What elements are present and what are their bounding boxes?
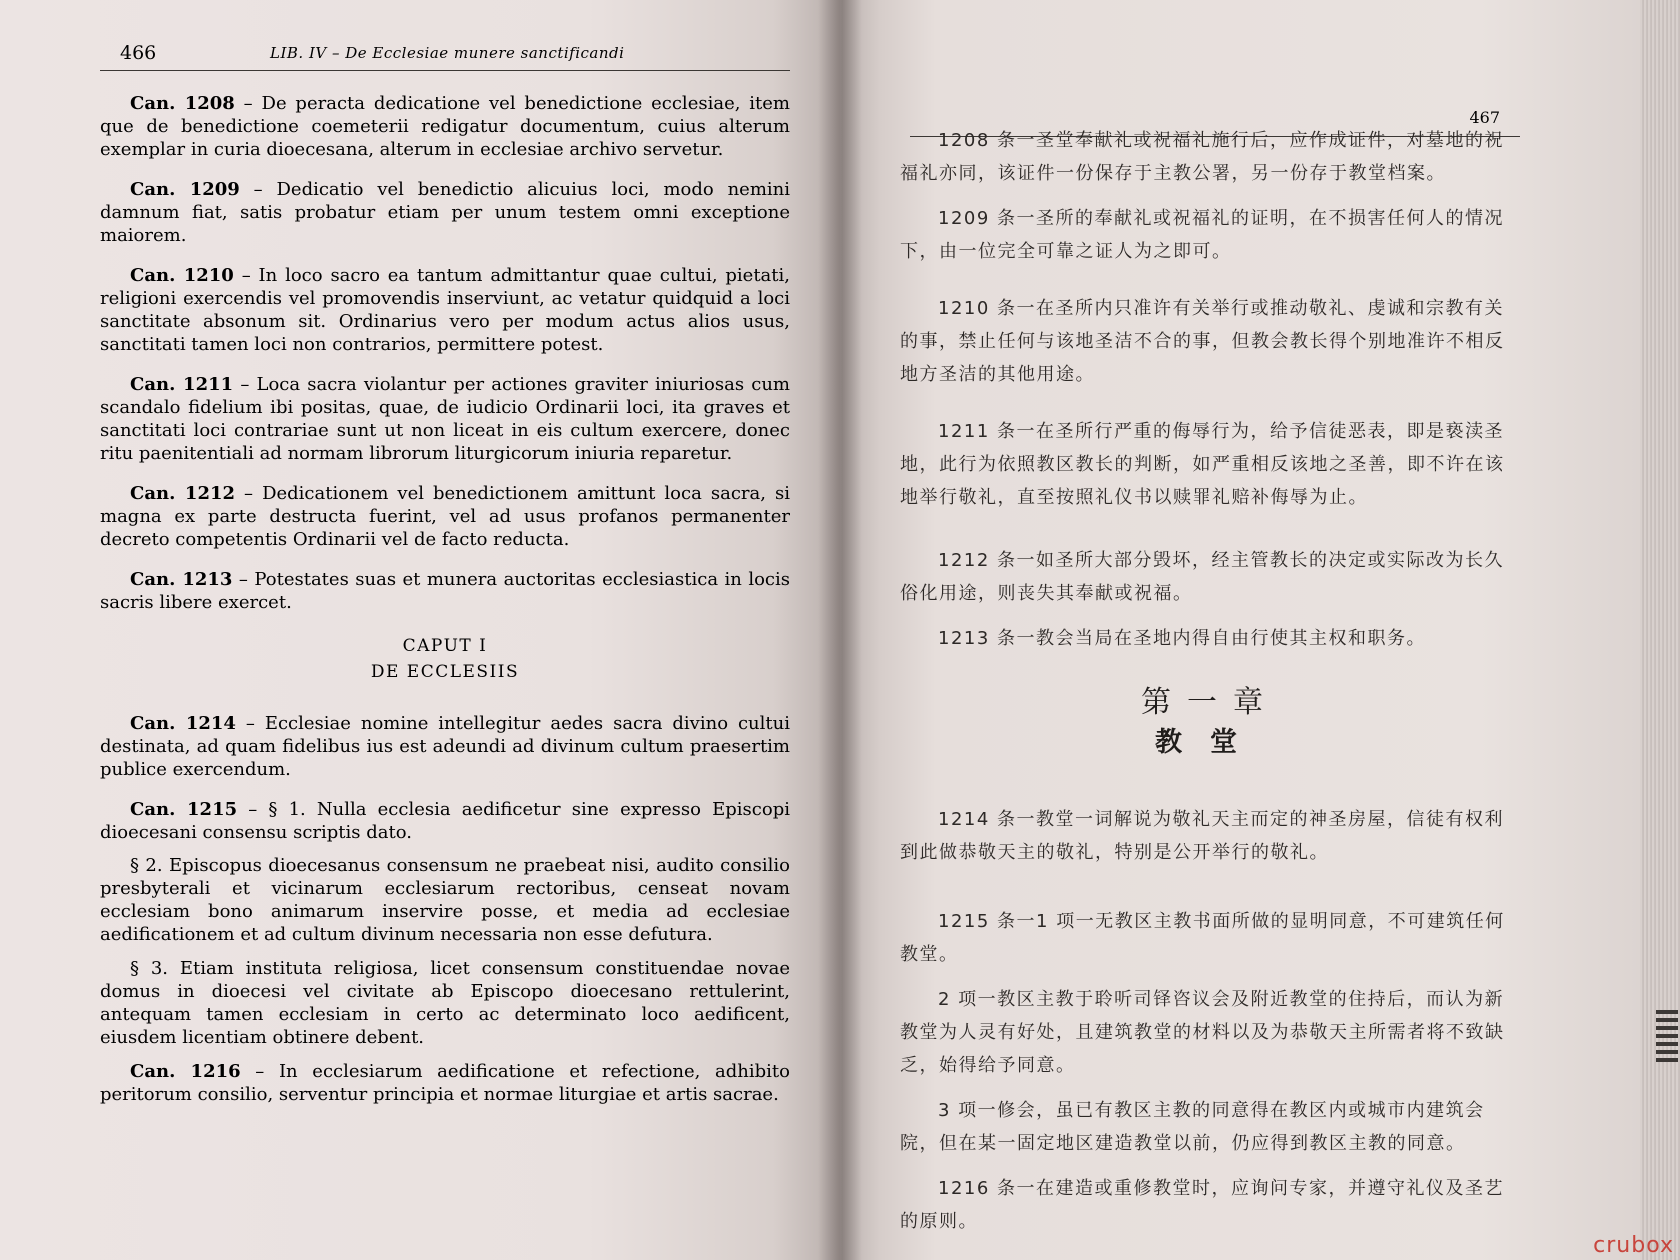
left-page-body (100, 92, 790, 1123)
chinese-canon-section: 3 项一修会，虽已有教区主教的同意得在教区内或城市内建筑会院，但在某一固定地区建造教堂以前，仍应得到教区主教的同意。 (900, 1100, 1485, 1154)
chinese-canon-paragraph: 1213 条一教会当局在圣地内得自由行使其主权和职务。 (938, 628, 1427, 649)
canon-paragraph (100, 92, 790, 161)
left-running-header (100, 40, 790, 71)
canon-section: § 3. Etiam instituta religiosa, licet consensum constituendae novae domus in dioecesi vel civitate ab Episcopo dioecesano rettulerint, antequam tamen ecclesiam in certo ac determinato loco aedificent, eiusdem licentiam obtinere debent. (100, 958, 790, 1048)
right-page-body (900, 124, 1520, 1250)
canon-number: Can. 1214 (130, 713, 236, 734)
book-gutter (818, 0, 862, 1260)
canon-number: Can. 1215 (130, 799, 238, 820)
caput-title: DE ECCLESIIS (370, 662, 520, 682)
left-running-title: LIB. IV – De Ecclesiae munere sanctificandi (270, 44, 625, 62)
canon-number: Can. 1212 (130, 483, 236, 504)
canon-paragraph (100, 712, 790, 781)
chapter-label: 第一章 (1141, 685, 1279, 720)
chinese-canon-paragraph: 1211 条一在圣所行严重的侮辱行为，给予信徒恶表，即是亵渎圣地，此行为依照教区教长的判断，如严重相反该地之圣善，即不许在该地举行敬礼，直至按照礼仪书以赎罪礼赔补侮辱为止。 (900, 421, 1505, 508)
canon-number: Can. 1216 (130, 1061, 241, 1082)
right-page-number: 467 (1469, 108, 1500, 127)
canon-paragraph (100, 1060, 790, 1106)
chapter-title: 教堂 (1155, 727, 1265, 758)
canon-text: – In loco sacro ea tantum admittantur quae cultui, pietati, religioni exercendis vel promovendis inserviunt, ac vetatur quidquid a loci sanctitate absonum sit. Ordinarius vero per modum actus alios usus, sanctitati tamen loci non contrarios, permittere potest. (100, 265, 790, 355)
canon-text: – Loca sacra violantur per actiones graviter iniuriosas cum scandalo fidelium ibi positas, quae, de iudicio Ordinarii loci, ita graves et sanctitati loci contrariae sunt ut non liceat in eis cultum exercere, donec ritu paenitentiali ad normam librorum liturgicorum iniuria reparetur. (100, 374, 791, 464)
chinese-canon-paragraph: 1208 条一圣堂奉献礼或祝福礼施行后，应作成证件，对墓地的祝福礼亦同，该证件一份保存于主教公署，另一份存于教堂档案。 (900, 130, 1505, 184)
canon-number: Can. 1210 (130, 265, 234, 286)
canon-text: – Ecclesiae nomine intellegitur aedes sacra divino cultui destinata, ad quam fidelibus ius est adeundi ad divinum cultum praesertim publice exercendum. (100, 713, 790, 780)
canon-text: – In ecclesiarum aedificatione et refectione, adhibito peritorum consilio, serventur principia et normae liturgiae et artis sacrae. (100, 1061, 790, 1105)
canon-number: Can. 1209 (130, 179, 240, 200)
canon-text: – Potestates suas et munera auctoritas ecclesiastica in locis sacris libere exercet. (100, 569, 790, 613)
canon-paragraph (100, 798, 790, 844)
caput-label: CAPUT I (402, 636, 488, 656)
canon-paragraph (100, 178, 790, 247)
chinese-canon-paragraph: 1215 条一1 项一无教区主教书面所做的显明同意，不可建筑任何教堂。 (900, 911, 1505, 965)
canon-text: – De peracta dedicatione vel benedictione ecclesiae, item que de benedictione coemeterii redigatur documentum, cuius alterum exemplar in curia dioecesana, alterum in ecclesiae archivo servetur. (100, 93, 790, 160)
canon-paragraph (100, 482, 790, 551)
canon-paragraph (100, 373, 790, 465)
chinese-canon-paragraph: 1212 条一如圣所大部分毁坏，经主管教长的决定或实际改为长久俗化用途，则丧失其奉献或祝福。 (900, 550, 1505, 604)
canon-paragraph (100, 264, 790, 356)
page-edge-stack (1640, 0, 1680, 1260)
edge-marker (1656, 1010, 1678, 1062)
canon-text: – Dedicatio vel benedictio alicuius loci, modo nemini damnum fiat, satis probatur etiam per unum testem omni exceptione maiorem. (100, 179, 790, 246)
canon-number: Can. 1213 (130, 569, 233, 590)
canon-section: § 2. Episcopus dioecesanus consensum ne praebeat nisi, audito consilio presbyterali et vicinarum ecclesiarum rectoribus, censeat novam ecclesiam bono animarum inservire posse, et media ad ecclesiae aedificationem et ad cultum divinum necessaria non esse defutura. (100, 855, 790, 945)
canon-number: Can. 1211 (130, 374, 234, 395)
chinese-canon-section: 2 项一教区主教于聆听司铎咨议会及附近教堂的住持后，而认为新教堂为人灵有好处，且建筑教堂的材料以及为恭敬天主所需者将不致缺乏，始得给予同意。 (900, 989, 1505, 1076)
chinese-canon-paragraph: 1214 条一教堂一词解说为敬礼天主而定的神圣房屋，信徒有权利到此做恭敬天主的敬礼，特别是公开举行的敬礼。 (900, 809, 1505, 863)
canon-paragraph (100, 568, 790, 614)
chinese-canon-paragraph: 1209 条一圣所的奉献礼或祝福礼的证明，在不损害任何人的情况下，由一位完全可靠之证人为之即可。 (900, 208, 1505, 262)
canon-text: – Dedicationem vel benedictionem amittunt loca sacra, si magna ex parte destructa fuerint, vel ad usus profanos permanenter decreto competentis Ordinarii vel de facto reducta. (100, 483, 790, 550)
chinese-canon-paragraph: 1216 条一在建造或重修教堂时，应询问专家，并遵守礼仪及圣艺的原则。 (900, 1178, 1505, 1232)
left-page-number: 466 (120, 42, 157, 64)
chinese-canon-paragraph: 1210 条一在圣所内只准许有关举行或推动敬礼、虔诚和宗教有关的事，禁止任何与该地圣洁不合的事，但教会教长得个别地准许不相反地方圣洁的其他用途。 (900, 298, 1505, 385)
watermark-text: crubox (1593, 1233, 1674, 1258)
canon-number: Can. 1208 (130, 93, 235, 114)
canon-text: – § 1. Nulla ecclesia aedificetur sine expresso Episcopi dioecesani consensu scriptis dato. (100, 799, 790, 843)
